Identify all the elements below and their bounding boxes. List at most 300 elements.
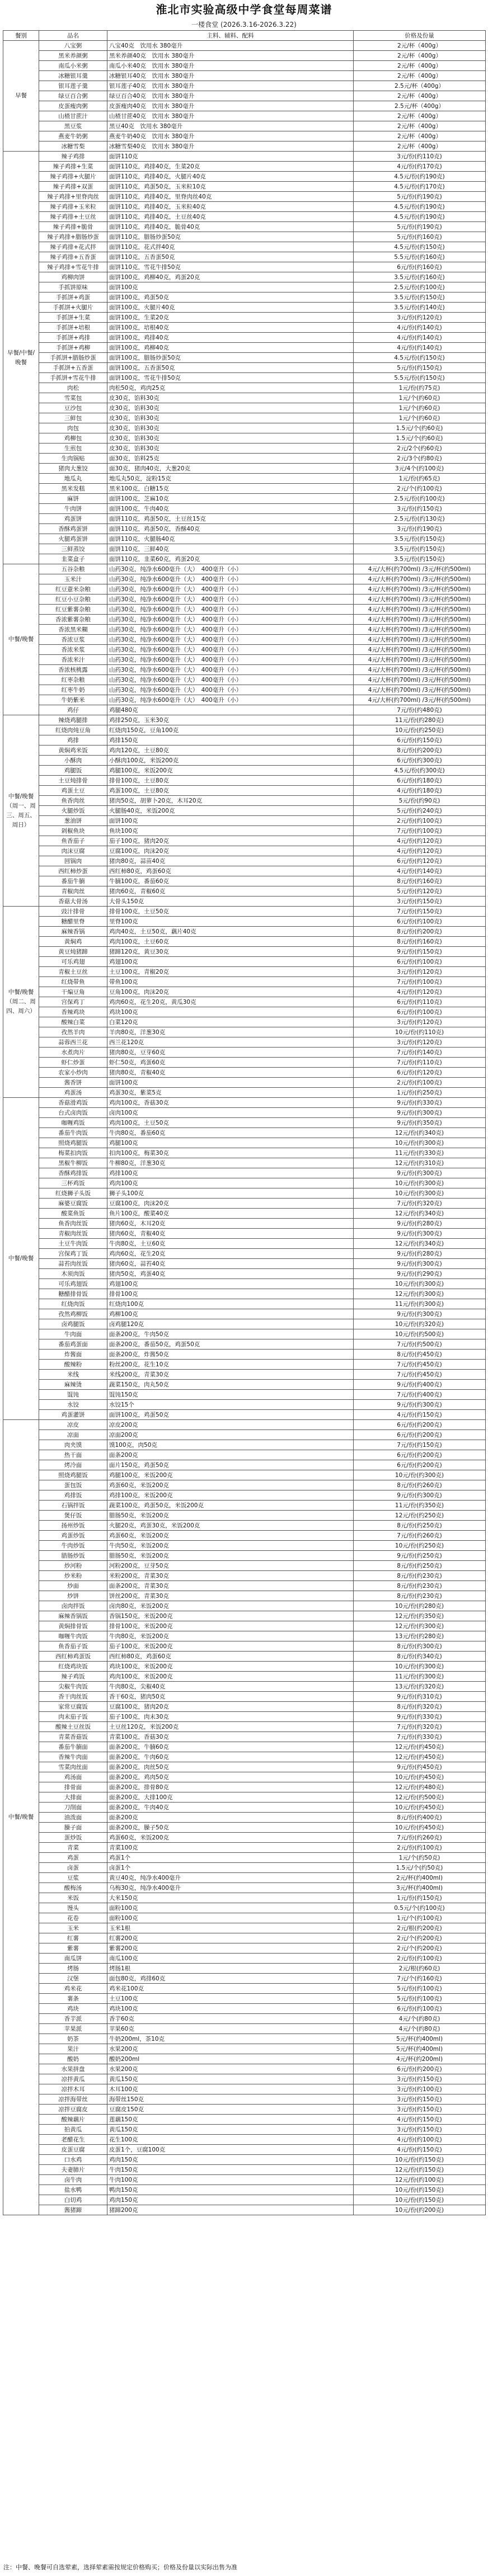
menu-row (3, 1058, 486, 1068)
dish-price: 3.5元/份(约150克) (354, 554, 486, 564)
dish-price: 9元/份(约300克) (354, 1259, 486, 1269)
dish-name: 手抓饼+培根 (39, 323, 107, 333)
dish-name: 家常豆腐饭 (39, 1702, 107, 1712)
dish-name: 辣子鸡排+腊肠炒蛋 (39, 232, 107, 242)
dish-name: 牛肉饼 (39, 504, 107, 514)
menu-row (3, 1682, 486, 1692)
dish-price: 3.5元/份(约160克) (354, 272, 486, 282)
dish-price: 5元/份(约160克) (354, 232, 486, 242)
menu-row (3, 917, 486, 927)
dish-name: 烤肠 (39, 1964, 107, 1974)
menu-row (3, 725, 486, 735)
menu-row (3, 1702, 486, 1712)
dish-name: 三鲜蒸饺 (39, 544, 107, 554)
dish-price: 8元/份(约230克) (354, 1581, 486, 1591)
dish-name: 鱼香茄子 (39, 836, 107, 846)
menu-row (3, 1259, 486, 1269)
dish-name: 手抓饼+雪花牛排 (39, 373, 107, 383)
dish-name: 炒面 (39, 1581, 107, 1591)
menu-row (3, 393, 486, 403)
dish-price: 2元/杯（400g） (354, 41, 486, 51)
menu-row (3, 655, 486, 665)
dish-name: 玉米汁 (39, 574, 107, 584)
dish-ingredients: 豆腐皮150克 (107, 2105, 354, 2115)
dish-name: 干煸豆角 (39, 987, 107, 997)
menu-row (3, 1712, 486, 1722)
dish-name: 大排面 (39, 1792, 107, 1803)
dish-price: 6元/份(约110克) (354, 997, 486, 1007)
menu-row (3, 1531, 486, 1541)
menu-row (3, 1823, 486, 1833)
dish-price: 8元/份(约450克) (354, 1350, 486, 1360)
dish-price: 3元/份(约120克) (354, 967, 486, 977)
menu-row (3, 101, 486, 111)
menu-row (3, 876, 486, 886)
dish-price: 12元/份(约250克) (354, 1511, 486, 1521)
dish-price: 8元/份(约200克) (354, 746, 486, 756)
dish-name: 香辣牛肉面 (39, 1752, 107, 1762)
dish-ingredients: 紫薯200克 (107, 1943, 354, 1954)
dish-ingredients: 八宝40克 饮用水 380毫升 (107, 41, 354, 51)
dish-name: 辣子鸡排+脆骨 (39, 222, 107, 232)
dish-name: 水饺 (39, 1400, 107, 1410)
menu-row (3, 2034, 486, 2044)
dish-name: 香酥鸡蛋饼 (39, 524, 107, 534)
dish-name: 鸡米花 (39, 1984, 107, 1994)
dish-ingredients: 冰糖银耳40克 饮用水 380毫升 (107, 71, 354, 81)
menu-row (3, 454, 486, 464)
dish-price: 4元/杯(约200ml) (354, 2054, 486, 2064)
dish-name: 鸡排饭 (39, 1490, 107, 1501)
dish-ingredients: 烤肠1根 (107, 1964, 354, 1974)
dish-ingredients: 莲藕150克 (107, 2115, 354, 2125)
dish-price: 2元/个(约100克) (354, 484, 486, 494)
dish-ingredients: 面片150克，鸡蛋50克 (107, 1460, 354, 1470)
menu-row (3, 625, 486, 635)
dish-price: 7元/份(约260克) (354, 1531, 486, 1541)
dish-name: 辣子鸡排+土豆丝 (39, 212, 107, 222)
dish-name: 辣子鸡排 (39, 152, 107, 162)
meal-category: 早餐/中餐/晚餐 (3, 152, 39, 564)
dish-ingredients: 猪肉80克，蒜苗40克 (107, 856, 354, 866)
menu-row (3, 967, 486, 977)
dish-ingredients: 绿豆百合40克 饮用水 380毫升 (107, 91, 354, 101)
dish-ingredients: 红烧肉100克 (107, 1299, 354, 1309)
dish-ingredients: 猪肉80克，青椒40克 (107, 1068, 354, 1078)
dish-price: 12元/份(约340克) (354, 1209, 486, 1219)
dish-price: 6元/份(约100克) (354, 917, 486, 927)
menu-row (3, 1370, 486, 1380)
dish-ingredients: 大米150克 (107, 1893, 354, 1903)
dish-name: 剁椒鱼块 (39, 826, 107, 836)
menu-row (3, 1611, 486, 1621)
dish-ingredients: 米粉200克，青菜30克 (107, 1571, 354, 1581)
dish-name: 鸡蛋炒饭 (39, 1531, 107, 1541)
dish-price: 10元/份(约450克) (354, 1823, 486, 1833)
dish-name: 腊肠炒饭 (39, 1551, 107, 1561)
menu-row (3, 363, 486, 373)
dish-name: 手抓饼+生菜 (39, 313, 107, 323)
menu-row (3, 957, 486, 967)
dish-ingredients: 牛肉80克，土豆60克 (107, 1239, 354, 1249)
dish-name: 雪菜包 (39, 393, 107, 403)
dish-ingredients: 卤蛋1个 (107, 1863, 354, 1873)
dish-price: 4元/份(约100克) (354, 2135, 486, 2145)
menu-row (3, 1571, 486, 1581)
dish-price: 4元/大杯(约700ml) /3元/杯(约500ml) (354, 595, 486, 605)
dish-price: 8元/份(约320克) (354, 1702, 486, 1712)
menu-row (3, 252, 486, 262)
dish-name: 山楂甘蔗汁 (39, 111, 107, 121)
dish-price: 1元/份(约150克) (354, 1893, 486, 1903)
dish-price: 12元/份(约450克) (354, 1742, 486, 1752)
dish-price: 12元/份(约340克) (354, 1128, 486, 1138)
dish-price: 1元/份(约75克) (354, 383, 486, 393)
menu-row (3, 2094, 486, 2105)
header-name: 品名 (39, 31, 107, 41)
dish-price: 4元/份(约150克) (354, 1410, 486, 1420)
dish-name: 扬州炒饭 (39, 1521, 107, 1531)
menu-row (3, 1994, 486, 2004)
menu-row (3, 997, 486, 1007)
dish-ingredients: 面30克，猪肉40克，大葱20克 (107, 464, 354, 474)
dish-name: 辣子鸡排+里脊肉丝 (39, 192, 107, 202)
menu-row (3, 1420, 486, 1430)
dish-price: 7元/份(约150克) (354, 907, 486, 917)
dish-name: 香干肉丝饭 (39, 1692, 107, 1702)
dish-price: 7元/份(约320克) (354, 1722, 486, 1732)
dish-ingredients: 山药30克，纯净水600毫升（大） 400毫升（小） (107, 625, 354, 635)
menu-row (3, 1329, 486, 1339)
dish-price: 3元/份(约150克) (354, 897, 486, 907)
dish-price: 3.5元/份(约150克) (354, 534, 486, 544)
menu-row (3, 1309, 486, 1319)
dish-name: 生肉锅贴 (39, 454, 107, 464)
dish-price: 1.5元/个(约60克) (354, 423, 486, 433)
menu-row (3, 1792, 486, 1803)
menu-row (3, 41, 486, 51)
dish-ingredients: 面饼100克 (107, 282, 354, 292)
dish-ingredients: 鸡翅100克 (107, 957, 354, 967)
dish-name: 蒜蓉西兰花 (39, 1037, 107, 1048)
dish-price: 2元/杯（400g） (354, 91, 486, 101)
dish-name: 火腿鸡蛋饼 (39, 534, 107, 544)
dish-price: 12元/份(约500克) (354, 1792, 486, 1803)
dish-price: 8元/份(约260克) (354, 1480, 486, 1490)
menu-row (3, 2044, 486, 2054)
dish-name: 香浓黑米糊 (39, 625, 107, 635)
menu-row (3, 1430, 486, 1440)
dish-price: 9元/份(约300克) (354, 1168, 486, 1178)
dish-ingredients: 面饼110克，韭菜60克，鸡蛋20克 (107, 554, 354, 564)
dish-ingredients: 鸡肉100克，香菇30克 (107, 1098, 354, 1108)
menu-row (3, 292, 486, 303)
menu-row (3, 383, 486, 393)
dish-ingredients: 苹果60克 (107, 2024, 354, 2034)
dish-ingredients: 腊肠50克，米饭200克 (107, 1551, 354, 1561)
dish-name: 米饭 (39, 1893, 107, 1903)
dish-name: 猪肉大葱饺 (39, 464, 107, 474)
dish-price: 6元/份(约150克) (354, 735, 486, 746)
dish-name: 辣子鸡饭 (39, 1672, 107, 1682)
dish-ingredients: 鸡块100克，米饭200克 (107, 1662, 354, 1672)
dish-name: 照烧鸡腿饭 (39, 1470, 107, 1480)
menu-row (3, 1027, 486, 1037)
dish-name: 辣子鸡排+生菜 (39, 162, 107, 172)
menu-row (3, 907, 486, 917)
dish-name: 香酥鸡排饭 (39, 1168, 107, 1178)
dish-name: 鸡仔 (39, 705, 107, 715)
dish-name: 卤蛋 (39, 1863, 107, 1873)
dish-price: 3元/份(约100克) (354, 2084, 486, 2094)
dish-ingredients: 地瓜丸50克，淀粉15克 (107, 474, 354, 484)
dish-name: 回锅肉 (39, 856, 107, 866)
menu-row (3, 2165, 486, 2175)
dish-ingredients: 面饼110克 (107, 152, 354, 162)
dish-price: 4元/个(约80克) (354, 2014, 486, 2024)
dish-price: 10元/份(约450克) (354, 1803, 486, 1813)
dish-price: 7元/份(约400克) (354, 1390, 486, 1400)
dish-ingredients: 鸡米花100克 (107, 1984, 354, 1994)
dish-name: 烤冷面 (39, 1460, 107, 1470)
menu-row (3, 2054, 486, 2064)
menu-row (3, 524, 486, 534)
dish-price: 4.5元/份(约300克) (354, 766, 486, 776)
dish-price: 3元/份(约150克) (354, 2074, 486, 2084)
dish-price: 4元/份(约140克) (354, 866, 486, 876)
dish-ingredients: 黑豆40克 饮用水 380毫升 (107, 121, 354, 131)
dish-price: 1元/个(约60克) (354, 393, 486, 403)
dish-name: 炒河粉 (39, 1561, 107, 1571)
dish-ingredients: 鸡肉100克 (107, 1178, 354, 1188)
dish-price: 9元/份(约300克) (354, 1229, 486, 1239)
dish-name: 夫妻肺片 (39, 2165, 107, 2175)
dish-name: 凉拌豆腐皮 (39, 2105, 107, 2115)
header-price: 价格及份量 (354, 31, 486, 41)
dish-price: 2元/杯(约400ml) (354, 1873, 486, 1883)
dish-ingredients: 鸡块100克 (107, 1007, 354, 1017)
dish-ingredients: 面饼100克，培根40克 (107, 323, 354, 333)
menu-row (3, 272, 486, 282)
menu-row (3, 856, 486, 866)
dish-ingredients: 山药30克，纯净水600毫升（大） 400毫升（小） (107, 695, 354, 705)
dish-ingredients: 火腿肠40克，米饭200克 (107, 806, 354, 816)
dish-ingredients: 面饼100克，牛肉40克 (107, 504, 354, 514)
dish-ingredients: 山药30克，纯净水600毫升（大） 400毫升（小） (107, 605, 354, 615)
dish-price: 8元/份(约340克) (354, 1652, 486, 1662)
dish-price: 4元/大杯(约700ml) /3元/杯(约500ml) (354, 625, 486, 635)
dish-ingredients: 鸡腿100克，米饭200克 (107, 766, 354, 776)
dish-price: 10元/份(约300克) (354, 1470, 486, 1480)
dish-price: 2元/杯（400g） (354, 111, 486, 121)
dish-ingredients: 鸡柳100克 (107, 1309, 354, 1319)
dish-ingredients: 蔬菜100克，鸡蛋50克，米饭200克 (107, 1501, 354, 1511)
dish-name: 鸡蛋 (39, 1853, 107, 1863)
dish-ingredients: 面饼110克，雪花牛排50克 (107, 262, 354, 272)
menu-row (3, 121, 486, 131)
dish-price: 12元/份(约300克) (354, 1289, 486, 1299)
dish-price: 6元/份(约100克) (354, 1007, 486, 1017)
menu-row (3, 705, 486, 715)
dish-ingredients: 馄饨150克 (107, 1390, 354, 1400)
menu-row (3, 212, 486, 222)
menu-row (3, 1410, 486, 1420)
menu-row (3, 645, 486, 655)
menu-row (3, 1118, 486, 1128)
dish-name: 鸡排 (39, 735, 107, 746)
dish-ingredients: 香芋60克 (107, 2014, 354, 2024)
menu-row (3, 927, 486, 937)
dish-ingredients: 鸡肉100克，米饭200克 (107, 1672, 354, 1682)
dish-ingredients: 西兰花120克 (107, 1037, 354, 1048)
dish-price: 8元/份(约200克) (354, 927, 486, 937)
menu-row (3, 2185, 486, 2195)
menu-row (3, 1551, 486, 1561)
dish-price: 6元/份(约300克) (354, 756, 486, 766)
dish-name: 咖喱鸡饭 (39, 1118, 107, 1128)
dish-name: 辣子鸡排+火腿片 (39, 172, 107, 182)
menu-row (3, 554, 486, 564)
dish-ingredients: 皮蛋瘦肉40克 饮用水 380毫升 (107, 101, 354, 111)
dish-ingredients: 黑米养颜40克 饮用水 380毫升 (107, 51, 354, 61)
dish-name: 皮蛋豆腐 (39, 2145, 107, 2155)
dish-name: 农家小炒肉 (39, 1068, 107, 1078)
dish-name: 排骨面 (39, 1782, 107, 1792)
menu-row (3, 353, 486, 363)
dish-name: 番茄鸡蛋面 (39, 1339, 107, 1350)
dish-price: 5元/份(约120克) (354, 886, 486, 897)
menu-row (3, 1078, 486, 1088)
dish-price: 2元/份(约100克) (354, 1954, 486, 1964)
dish-ingredients: 面饼110克，鸡蛋50克，土豆丝15克 (107, 514, 354, 524)
dish-name: 麻辣香锅饭 (39, 1611, 107, 1621)
dish-name: 台式卤肉饭 (39, 1108, 107, 1118)
dish-ingredients: 排骨100克，土豆50克 (107, 907, 354, 917)
menu-row (3, 1913, 486, 1923)
dish-ingredients: 面饼110克，鸡排40克，土豆丝40克 (107, 212, 354, 222)
menu-row (3, 1380, 486, 1390)
dish-name: 红烧狮子头饭 (39, 1188, 107, 1199)
dish-price: 1元/份(约65克) (354, 474, 486, 484)
dish-price: 2元/杯（400g） (354, 71, 486, 81)
dish-name: 香浓米浆 (39, 645, 107, 655)
menu-row (3, 1581, 486, 1591)
dish-price: 3.5元/份(约150克) (354, 544, 486, 554)
dish-ingredients: 面条200克 (107, 1813, 354, 1823)
dish-name: 土豆牛肉饭 (39, 1239, 107, 1249)
dish-ingredients: 皮30克，馅料30克 (107, 423, 354, 433)
menu-row (3, 796, 486, 806)
dish-ingredients: 山药30克，纯净水600毫升（大） 400毫升（小） (107, 655, 354, 665)
dish-name: 红豆紫薯杂粮 (39, 605, 107, 615)
dish-price: 4.5元/份(约190克) (354, 172, 486, 182)
dish-ingredients: 里脊100克 (107, 917, 354, 927)
dish-ingredients: 面饼110克，鸡排40克，里脊肉丝40克 (107, 192, 354, 202)
menu-row (3, 152, 486, 162)
dish-price: 10元/份(约300克) (354, 1188, 486, 1199)
menu-row (3, 1873, 486, 1883)
dish-ingredients: 鸡翅100克 (107, 1279, 354, 1289)
menu-row (3, 1893, 486, 1903)
menu-row (3, 1209, 486, 1219)
menu-row (3, 1158, 486, 1168)
dish-ingredients: 土豆100克 (107, 1994, 354, 2004)
dish-ingredients: 面饼100克，鸡蛋50克 (107, 292, 354, 303)
dish-price: 3元/份(约110克) (354, 152, 486, 162)
dish-price: 4元/大杯(约700ml) /3元/杯(约500ml) (354, 635, 486, 645)
dish-name: 煲仔饭 (39, 1511, 107, 1521)
dish-name: 香菇大骨汤 (39, 897, 107, 907)
dish-ingredients: 面饼100克，五香蛋50克 (107, 363, 354, 373)
dish-name: 白切鸡 (39, 2195, 107, 2205)
menu-row (3, 1350, 486, 1360)
dish-ingredients: 牛肉80克，番茄60克 (107, 1128, 354, 1138)
menu-row (3, 81, 486, 91)
dish-name: 番茄牛腩面 (39, 1742, 107, 1752)
menu-row (3, 373, 486, 383)
dish-price: 4元/大杯(约700ml) /3元/杯(约500ml) (354, 655, 486, 665)
dish-price: 4元/大杯(约700ml) /3元/杯(约500ml) (354, 695, 486, 705)
menu-table (3, 30, 486, 2215)
dish-name: 葱油饼 (39, 816, 107, 826)
dish-ingredients: 鱼片100克，酸菜40克 (107, 1209, 354, 1219)
dish-ingredients: 面饼110克，三鲜40克 (107, 544, 354, 554)
dish-ingredients: 面饼100克，腊肠炒蛋50克 (107, 353, 354, 363)
dish-price: 3元/份(约150克) (354, 2125, 486, 2135)
dish-name: 尖椒牛肉饭 (39, 1682, 107, 1692)
dish-name: 辣子鸡排+双蛋 (39, 182, 107, 192)
dish-ingredients: 山药30克，纯净水600毫升（大） 400毫升（小） (107, 595, 354, 605)
dish-price: 2.5元/杯（400g） (354, 101, 486, 111)
dish-name: 鱼香肉丝饭 (39, 1219, 107, 1229)
dish-price: 6元/份(约200克) (354, 1420, 486, 1430)
menu-row (3, 1450, 486, 1460)
dish-ingredients: 鸡蛋60克，米饭200克 (107, 1833, 354, 1843)
meal-category: 中餐/晚餐（周二、周四、周六） (3, 907, 39, 1098)
dish-price: 4元/大杯(约700ml) /3元/杯(约500ml) (354, 584, 486, 595)
dish-ingredients: 山药30克，纯净水600毫升（大） 400毫升（小） (107, 584, 354, 595)
dish-name: 凉皮 (39, 1420, 107, 1430)
dish-ingredients: 扣肉100克，梅菜30克 (107, 1148, 354, 1158)
menu-row (3, 1782, 486, 1792)
dish-name: 炒饼 (39, 1591, 107, 1601)
dish-ingredients: 玉米1根 (107, 1923, 354, 1933)
dish-name: 馄饨 (39, 1390, 107, 1400)
dish-price: 12元/份(约150克) (354, 2165, 486, 2175)
dish-price: 4元/大杯(约700ml) /3元/杯(约500ml) (354, 564, 486, 574)
dish-ingredients: 皮蛋1个，豆腐100克 (107, 2145, 354, 2155)
dish-ingredients: 面条200克，大排100克 (107, 1792, 354, 1803)
dish-price: 6元/份(约200克) (354, 2064, 486, 2074)
dish-ingredients: 卤鸡腿120克 (107, 1319, 354, 1329)
dish-ingredients: 牛肉50克，米饭200克 (107, 1541, 354, 1551)
menu-row (3, 71, 486, 81)
dish-ingredients: 牛腩100克，番茄60克 (107, 876, 354, 886)
menu-row (3, 534, 486, 544)
menu-row (3, 2105, 486, 2115)
dish-name: 花卷 (39, 1913, 107, 1923)
dish-name: 鸡蛋饼 (39, 514, 107, 524)
dish-price: 7元/份(约450克) (354, 1360, 486, 1370)
dish-price: 9元/份(约300克) (354, 1309, 486, 1319)
dish-name: 宫保鸡丁 (39, 997, 107, 1007)
dish-ingredients: 肉松50克，鸡肉25克 (107, 383, 354, 393)
dish-price: 5元/杯(约400ml) (354, 2034, 486, 2044)
menu-row (3, 232, 486, 242)
menu-row (3, 1178, 486, 1188)
menu-header-row (3, 31, 486, 41)
dish-ingredients: 面条200克，炸酱50克 (107, 1350, 354, 1360)
